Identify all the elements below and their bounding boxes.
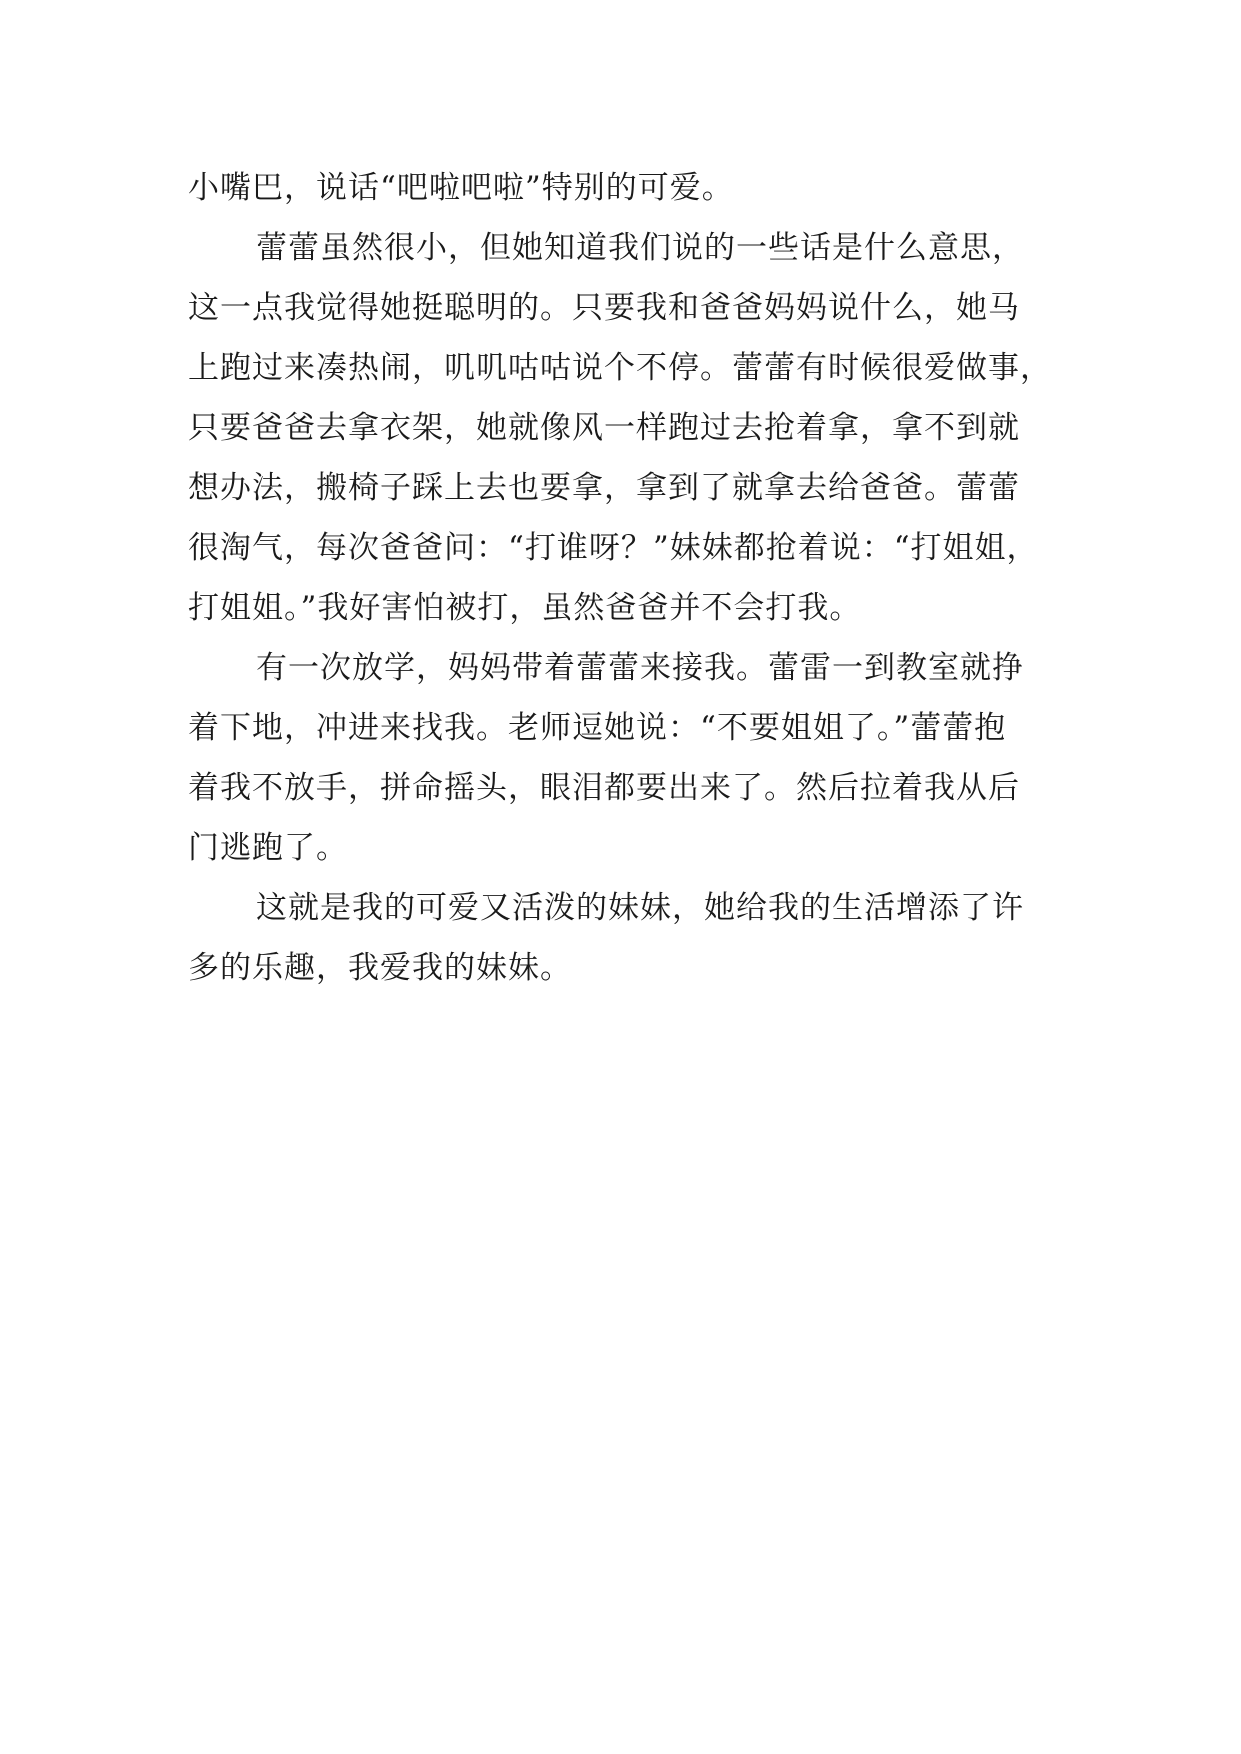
text-line: 只要爸爸去拿衣架，她就像风一样跑过去抢着拿，拿不到就 — [188, 410, 1020, 446]
text-line: 着我不放手，拼命摇头，眼泪都要出来了。然后拉着我从后 — [188, 770, 1020, 806]
text-line: 多的乐趣，我爱我的妹妹。 — [188, 950, 572, 986]
text-line: 很淘气，每次爸爸问：“打谁呀？”妹妹都抢着说：“打姐姐， — [188, 530, 1039, 566]
text-line: 想办法，搬椅子踩上去也要拿，拿到了就拿去给爸爸。蕾蕾 — [188, 470, 1020, 506]
text-line: 着下地，冲进来找我。老师逗她说：“不要姐姐了。”蕾蕾抱 — [188, 710, 1007, 746]
text-line: 门逃跑了。 — [188, 830, 348, 866]
text-line: 有一次放学，妈妈带着蕾蕾来接我。蕾雷一到教室就挣 — [256, 650, 1024, 686]
text-line: 小嘴巴，说话“吧啦吧啦”特别的可爱。 — [188, 170, 734, 206]
text-line: 上跑过来凑热闹，叽叽咕咕说个不停。蕾蕾有时候很爱做事， — [188, 350, 1052, 386]
body-text — [188, 158, 1068, 998]
text-line: 打姐姐。”我好害怕被打，虽然爸爸并不会打我。 — [188, 590, 862, 626]
text-line: 这就是我的可爱又活泼的妹妹，她给我的生活增添了许 — [256, 890, 1024, 926]
text-line: 蕾蕾虽然很小，但她知道我们说的一些话是什么意思， — [256, 230, 1024, 266]
text-line: 这一点我觉得她挺聪明的。只要我和爸爸妈妈说什么，她马 — [188, 290, 1020, 326]
